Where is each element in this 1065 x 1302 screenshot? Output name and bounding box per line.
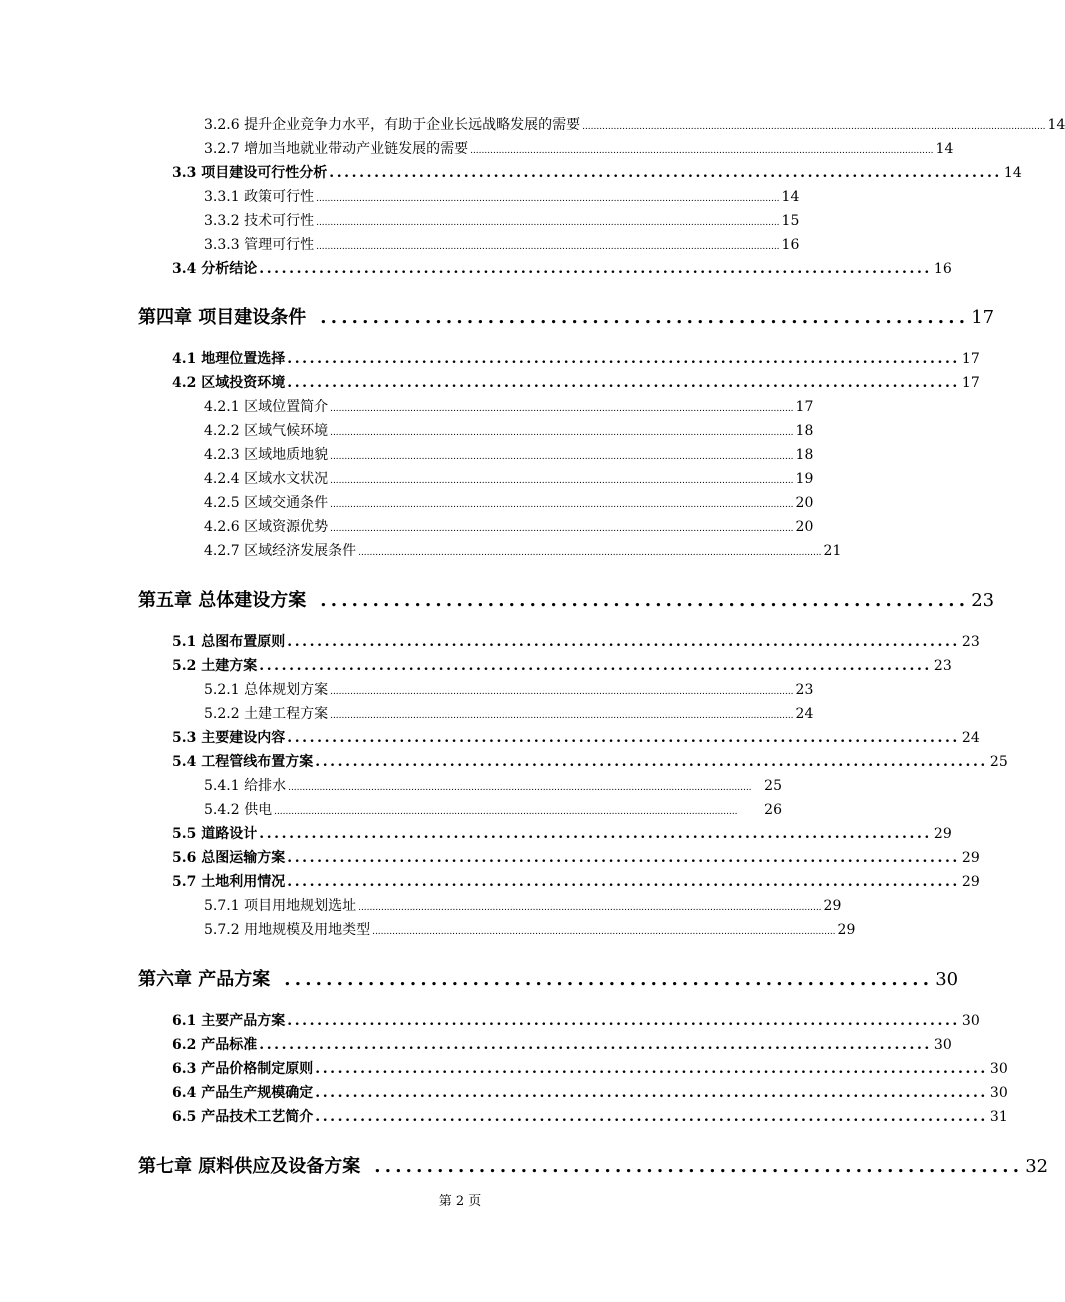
- toc-entry-page: 17: [795, 399, 814, 415]
- toc-entry-page: 16: [781, 237, 800, 253]
- toc-entry-page: 18: [795, 447, 814, 463]
- dot-leader: ..........................................................................................: [287, 351, 960, 367]
- toc-entry-page: 20: [795, 519, 814, 535]
- toc-entry[interactable]: [204, 800, 782, 820]
- dot-leader: ..............................................................: [374, 1156, 1024, 1177]
- dot-leader: ..................................................................................................................................................................: [358, 548, 822, 558]
- toc-entry[interactable]: [204, 469, 814, 489]
- toc-entry-page: 14: [1003, 165, 1022, 181]
- toc-entry-label: 4.2.3 区域地质地貌: [204, 447, 329, 463]
- toc-entry-page: 29: [933, 826, 952, 842]
- toc-entry-label: 3.2.7 增加当地就业带动产业链发展的需要: [204, 141, 469, 157]
- toc-entry-label: 3.3.2 技术可行性: [204, 213, 315, 229]
- toc-entry[interactable]: [204, 704, 814, 724]
- toc-entry-page: 29: [837, 922, 856, 938]
- toc-chapter[interactable]: [138, 1153, 1049, 1181]
- toc-entry[interactable]: [172, 656, 952, 676]
- toc-chapter-label: 第六章 产品方案: [138, 969, 271, 990]
- toc-entry-label: 5.2.1 总体规划方案: [204, 682, 329, 698]
- toc-entry[interactable]: [172, 1083, 1008, 1103]
- toc-entry-page: 23: [795, 682, 814, 698]
- toc-entry[interactable]: [204, 493, 814, 513]
- toc-entry-label: 6.3 产品价格制定原则: [172, 1061, 314, 1077]
- toc-entry-label: 4.2.6 区域资源优势: [204, 519, 329, 535]
- toc-entry[interactable]: [172, 1035, 952, 1055]
- toc-entry-label: 3.3 项目建设可行性分析: [172, 165, 328, 181]
- dot-leader: ..........................................................................................: [315, 1109, 988, 1125]
- dot-leader: ..........................................................................................: [315, 1061, 988, 1077]
- toc-entry-page: 23: [933, 658, 952, 674]
- toc-entry-page: 14: [1047, 117, 1065, 133]
- dot-leader: ..........................................................................................: [259, 261, 932, 277]
- toc-entry-label: 5.7 土地利用情况: [172, 874, 286, 890]
- toc-entry-label: 3.3.3 管理可行性: [204, 237, 315, 253]
- toc-entry-label: 4.2.7 区域经济发展条件: [204, 543, 357, 559]
- toc-entry[interactable]: [172, 872, 980, 892]
- toc-entry-page: 30: [989, 1085, 1008, 1101]
- toc-chapter[interactable]: [138, 304, 995, 332]
- toc-entry-page: 24: [961, 730, 980, 746]
- dot-leader: ..................................................................................................................................................................: [330, 452, 794, 462]
- dot-leader: ..................................................................................................................................................................: [372, 927, 836, 937]
- toc-entry-label: 5.5 道路设计: [172, 826, 258, 842]
- toc-entry[interactable]: [204, 421, 814, 441]
- dot-leader: ..........................................................................................: [287, 874, 960, 890]
- toc-entry-label: 5.2.2 土建工程方案: [204, 706, 329, 722]
- toc-entry-label: 3.3.1 政策可行性: [204, 189, 315, 205]
- toc-entry[interactable]: [204, 680, 814, 700]
- toc-entry-page: 17: [961, 351, 980, 367]
- toc-entry[interactable]: [172, 259, 952, 279]
- toc-entry-label: 5.7.1 项目用地规划选址: [204, 898, 357, 914]
- toc-entry-label: 4.2.2 区域气候环境: [204, 423, 329, 439]
- toc-entry[interactable]: [204, 139, 954, 159]
- toc-chapter-page: 23: [971, 590, 995, 611]
- toc-entry-page: 29: [961, 850, 980, 866]
- dot-leader: ..................................................................................................................................................................: [316, 218, 780, 228]
- toc-entry-page: 18: [795, 423, 814, 439]
- toc-entry-page: 21: [823, 543, 842, 559]
- dot-leader: ..........................................................................................: [287, 730, 960, 746]
- toc-entry-page: 19: [795, 471, 814, 487]
- toc-entry[interactable]: [204, 445, 814, 465]
- dot-leader: ..................................................................................................................................................................: [316, 194, 780, 204]
- toc-chapter-label: 第五章 总体建设方案: [138, 590, 307, 611]
- toc-entry[interactable]: [204, 235, 800, 255]
- toc-entry[interactable]: [172, 1011, 980, 1031]
- toc-entry[interactable]: [172, 848, 980, 868]
- dot-leader: ..........................................................................................: [287, 634, 960, 650]
- toc-entry-page: 29: [823, 898, 842, 914]
- toc-entry[interactable]: [172, 373, 980, 393]
- toc-entry-page: 29: [961, 874, 980, 890]
- toc-chapter-page: 32: [1025, 1156, 1049, 1177]
- toc-entry-page: 30: [961, 1013, 980, 1029]
- toc-entry[interactable]: [204, 115, 1065, 135]
- toc-entry-label: 5.4 工程管线布置方案: [172, 754, 314, 770]
- dot-leader: ..................................................................................................................................................................: [274, 807, 738, 817]
- toc-entry[interactable]: [204, 541, 842, 561]
- dot-leader: ..................................................................................................................................................................: [316, 242, 780, 252]
- toc-entry[interactable]: [172, 752, 1008, 772]
- dot-leader: ..........................................................................................: [287, 850, 960, 866]
- toc-chapter-page: 30: [935, 969, 959, 990]
- toc-entry[interactable]: [204, 187, 800, 207]
- toc-entry-label: 5.6 总图运输方案: [172, 850, 286, 866]
- toc-entry-label: 6.4 产品生产规模确定: [172, 1085, 314, 1101]
- toc-entry[interactable]: [172, 728, 980, 748]
- toc-entry-label: 3.2.6 提升企业竞争力水平，有助于企业长远战略发展的需要: [204, 117, 581, 133]
- toc-entry-page: 14: [781, 189, 800, 205]
- dot-leader: ..................................................................................................................................................................: [582, 122, 1046, 132]
- toc-entry[interactable]: [204, 397, 814, 417]
- dot-leader: ..................................................................................................................................................................: [330, 428, 794, 438]
- toc-entry-page: 30: [933, 1037, 952, 1053]
- toc-entry-label: 5.4.2 供电: [204, 802, 273, 818]
- toc-chapter-label: 第四章 项目建设条件: [138, 307, 307, 328]
- toc-entry-label: 6.1 主要产品方案: [172, 1013, 286, 1029]
- toc-entry-page: 15: [781, 213, 800, 229]
- toc-entry[interactable]: [172, 824, 952, 844]
- toc-entry-label: 4.2.1 区域位置简介: [204, 399, 329, 415]
- dot-leader: ..........................................................................................: [259, 658, 932, 674]
- dot-leader: ..................................................................................................................................................................: [330, 404, 794, 414]
- page-number: 第 2 页: [438, 1194, 482, 1209]
- dot-leader: ..................................................................................................................................................................: [330, 687, 794, 697]
- toc-entry-page: 25: [989, 754, 1008, 770]
- toc-entry-label: 4.2.5 区域交通条件: [204, 495, 329, 511]
- toc-chapter[interactable]: [138, 966, 959, 994]
- toc-entry[interactable]: [204, 776, 782, 796]
- toc-entry-page: 24: [795, 706, 814, 722]
- dot-leader: ..........................................................................................: [287, 375, 960, 391]
- dot-leader: ..............................................................: [284, 969, 934, 990]
- toc-entry-page: 31: [989, 1109, 1008, 1125]
- dot-leader: ..............................................................: [320, 590, 970, 611]
- dot-leader: ..........................................................................................: [315, 754, 988, 770]
- toc-entry-label: 5.2 土建方案: [172, 658, 258, 674]
- toc-entry-page: 14: [935, 141, 954, 157]
- toc-chapter[interactable]: [138, 587, 995, 615]
- toc-entry[interactable]: [172, 163, 1022, 183]
- dot-leader: ..........................................................................................: [315, 1085, 988, 1101]
- dot-leader: ..........................................................................................: [259, 1037, 932, 1053]
- toc-entry-page: 20: [795, 495, 814, 511]
- toc-entry-page: 17: [961, 375, 980, 391]
- toc-entry[interactable]: [204, 896, 842, 916]
- toc-entry-page: 26: [764, 802, 782, 818]
- dot-leader: ..................................................................................................................................................................: [330, 524, 794, 534]
- toc-entry[interactable]: [172, 632, 980, 652]
- toc-entry-label: 6.5 产品技术工艺简介: [172, 1109, 314, 1125]
- toc-entry-label: 4.2.4 区域水文状况: [204, 471, 329, 487]
- toc-entry[interactable]: [172, 1059, 1008, 1079]
- dot-leader: ..................................................................................................................................................................: [330, 711, 794, 721]
- toc-entry-label: 5.7.2 用地规模及用地类型: [204, 922, 371, 938]
- dot-leader: ..................................................................................................................................................................: [288, 783, 752, 793]
- toc-entry-label: 4.1 地理位置选择: [172, 351, 286, 367]
- toc-entry-page: 23: [961, 634, 980, 650]
- toc-entry[interactable]: [204, 517, 814, 537]
- toc-chapter-label: 第七章 原料供应及设备方案: [138, 1156, 361, 1177]
- dot-leader: ..................................................................................................................................................................: [470, 146, 934, 156]
- toc-chapter-page: 17: [971, 307, 995, 328]
- toc-entry[interactable]: [172, 349, 980, 369]
- toc-entry-page: 30: [989, 1061, 1008, 1077]
- dot-leader: ..................................................................................................................................................................: [330, 500, 794, 510]
- dot-leader: ..............................................................: [320, 307, 970, 328]
- toc-entry[interactable]: [204, 211, 800, 231]
- toc-entry-page: 25: [764, 778, 782, 794]
- toc-entry-label: 3.4 分析结论: [172, 261, 258, 277]
- toc-entry-label: 6.2 产品标准: [172, 1037, 258, 1053]
- toc-entry-page: 16: [933, 261, 952, 277]
- dot-leader: ..................................................................................................................................................................: [358, 903, 822, 913]
- toc-entry-label: 5.4.1 给排水: [204, 778, 287, 794]
- dot-leader: ..........................................................................................: [329, 165, 1002, 181]
- toc-entry[interactable]: [172, 1107, 1008, 1127]
- toc-entry-label: 5.3 主要建设内容: [172, 730, 286, 746]
- toc-entry-label: 4.2 区域投资环境: [172, 375, 286, 391]
- dot-leader: ..........................................................................................: [287, 1013, 960, 1029]
- toc-entry[interactable]: [204, 920, 856, 940]
- toc-entry-label: 5.1 总图布置原则: [172, 634, 286, 650]
- dot-leader: ..........................................................................................: [259, 826, 932, 842]
- dot-leader: ..................................................................................................................................................................: [330, 476, 794, 486]
